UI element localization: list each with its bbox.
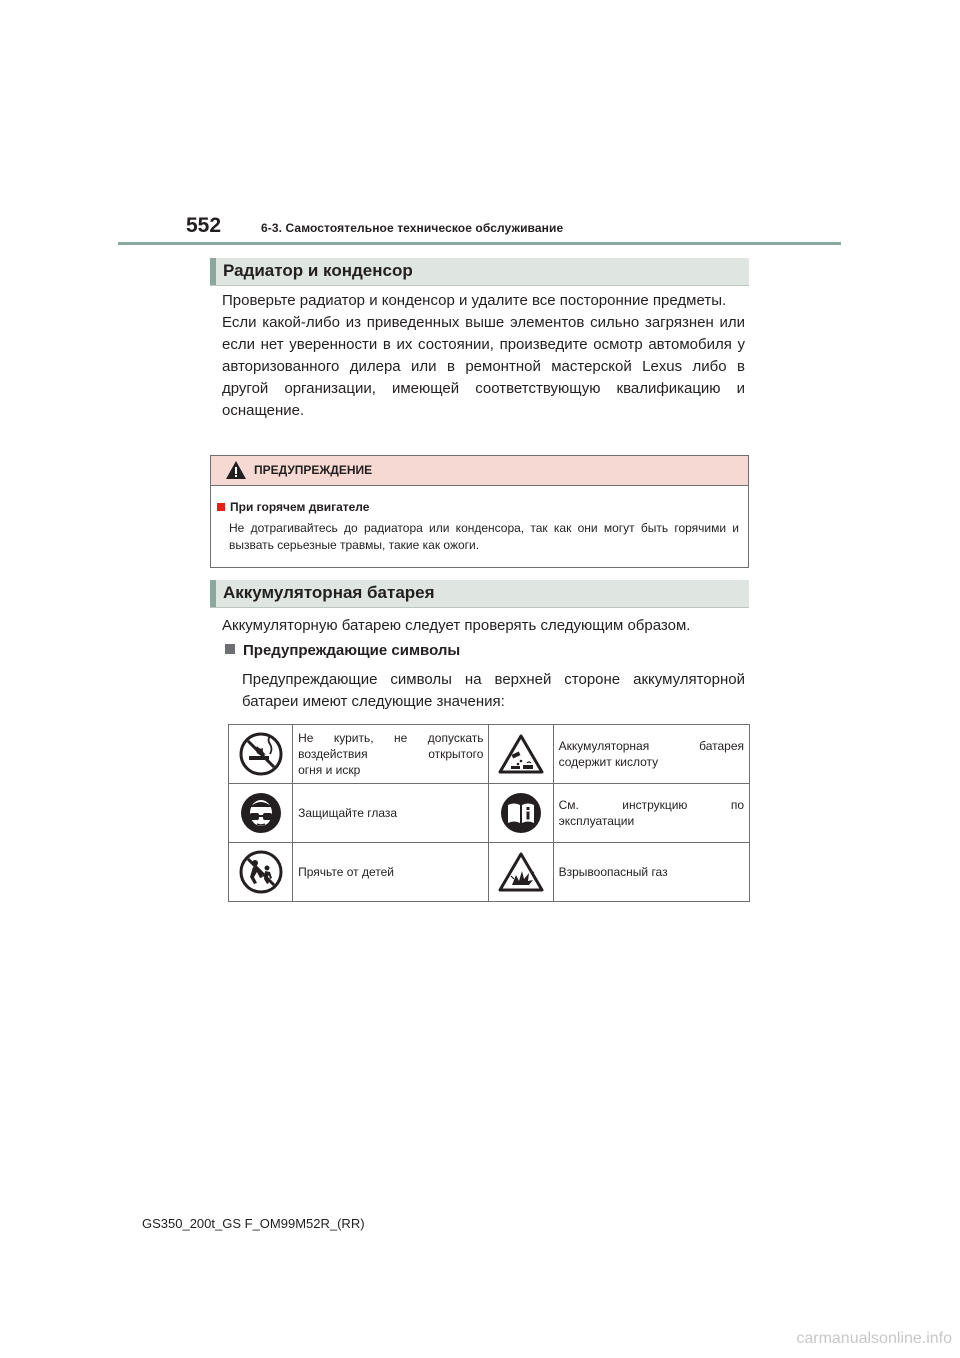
symbol-desc-eye-protection bbox=[293, 784, 489, 843]
symbols-description: Предупреждающие символы на верхней стороне аккумуляторной батареи имеют следующие значения: bbox=[242, 671, 745, 710]
warning-triangle-icon bbox=[225, 460, 247, 480]
eye-protection-icon bbox=[239, 791, 283, 835]
radiator-text bbox=[222, 290, 745, 422]
explosive-gas-icon bbox=[498, 852, 544, 892]
symbol-desc-line: воздействия открытого bbox=[298, 747, 484, 761]
warning-subtitle-text: При горячем двигателе bbox=[230, 500, 370, 514]
symbol-desc-line: Защищайте глаза bbox=[298, 806, 398, 820]
symbol-desc-line: Аккумуляторная батарея bbox=[558, 739, 744, 753]
symbol-desc-manual bbox=[553, 784, 749, 843]
symbol-icon-cell bbox=[489, 843, 553, 902]
symbol-desc-line: эксплуатации bbox=[558, 814, 635, 828]
symbol-desc-children bbox=[293, 843, 489, 902]
section-heading-radiator bbox=[210, 258, 749, 286]
radiator-paragraph-1: Проверьте радиатор и конденсор и удалите все посторонние предметы. bbox=[222, 292, 727, 309]
symbol-desc-line: огня и искр bbox=[298, 763, 361, 777]
warning-text: Не дотрагивайтесь до радиатора или конденсора, так как они могут быть горячими и вызвать серьезные травмы, такие как ожоги. bbox=[229, 521, 739, 552]
symbol-desc-line: содержит кислоту bbox=[558, 755, 659, 769]
symbol-icon-cell bbox=[229, 784, 293, 843]
warning-header bbox=[211, 456, 748, 486]
symbol-icon-cell bbox=[489, 784, 553, 843]
watermark: carmanualsonline.info bbox=[796, 1330, 952, 1347]
section-heading-battery bbox=[210, 580, 749, 608]
table-row bbox=[229, 784, 750, 843]
symbol-icon-cell bbox=[489, 725, 553, 784]
grey-square-bullet-icon bbox=[225, 644, 235, 654]
page-number: 552 bbox=[186, 214, 222, 237]
keep-away-children-icon bbox=[239, 850, 283, 894]
symbol-icon-cell bbox=[229, 843, 293, 902]
warning-symbols-table bbox=[228, 724, 750, 902]
warning-subtitle bbox=[217, 500, 369, 514]
warning-label: ПРЕДУПРЕЖДЕНИЕ bbox=[254, 463, 373, 477]
symbol-desc-battery-acid bbox=[553, 725, 749, 784]
table-row bbox=[229, 725, 750, 784]
battery-intro: Аккумуляторную батарею следует проверять следующим образом. bbox=[222, 617, 691, 634]
symbol-icon-cell bbox=[229, 725, 293, 784]
section-title-radiator: Радиатор и конденсор bbox=[223, 261, 413, 280]
warning-box bbox=[210, 455, 749, 568]
symbols-subheading bbox=[225, 642, 460, 659]
symbol-desc-line: Взрывоопасный газ bbox=[558, 865, 668, 879]
chapter-title: 6-3. Самостоятельное техническое обслуживание bbox=[261, 221, 564, 235]
symbol-desc-line: Не курить, не допускать bbox=[298, 731, 484, 745]
radiator-paragraph-2: Если какой-либо из приведенных выше элементов сильно загрязнен или если нет уверенности в их состоянии, произведите осмотр автомобиля у авторизованного дилера или в ремонтной мастерской Lexus либо в другой организации, имеющей соответствующую квалификацию и оснащение. bbox=[222, 314, 745, 419]
symbol-desc-no-smoking bbox=[293, 725, 489, 784]
no-smoking-icon bbox=[239, 732, 283, 776]
red-square-bullet-icon bbox=[217, 503, 225, 511]
symbol-desc-line: См. инструкцию по bbox=[558, 798, 744, 812]
symbol-desc-line: Прячьте от детей bbox=[298, 865, 394, 879]
symbols-subheading-text: Предупреждающие символы bbox=[243, 642, 461, 659]
footer-model-code: GS350_200t_GS F_OM99M52R_(RR) bbox=[142, 1216, 365, 1231]
symbol-desc-explosive-gas bbox=[553, 843, 749, 902]
manual-book-icon bbox=[499, 791, 543, 835]
battery-acid-icon bbox=[498, 734, 544, 774]
header-divider bbox=[118, 242, 841, 245]
section-title-battery: Аккумуляторная батарея bbox=[223, 583, 435, 602]
table-row bbox=[229, 843, 750, 902]
